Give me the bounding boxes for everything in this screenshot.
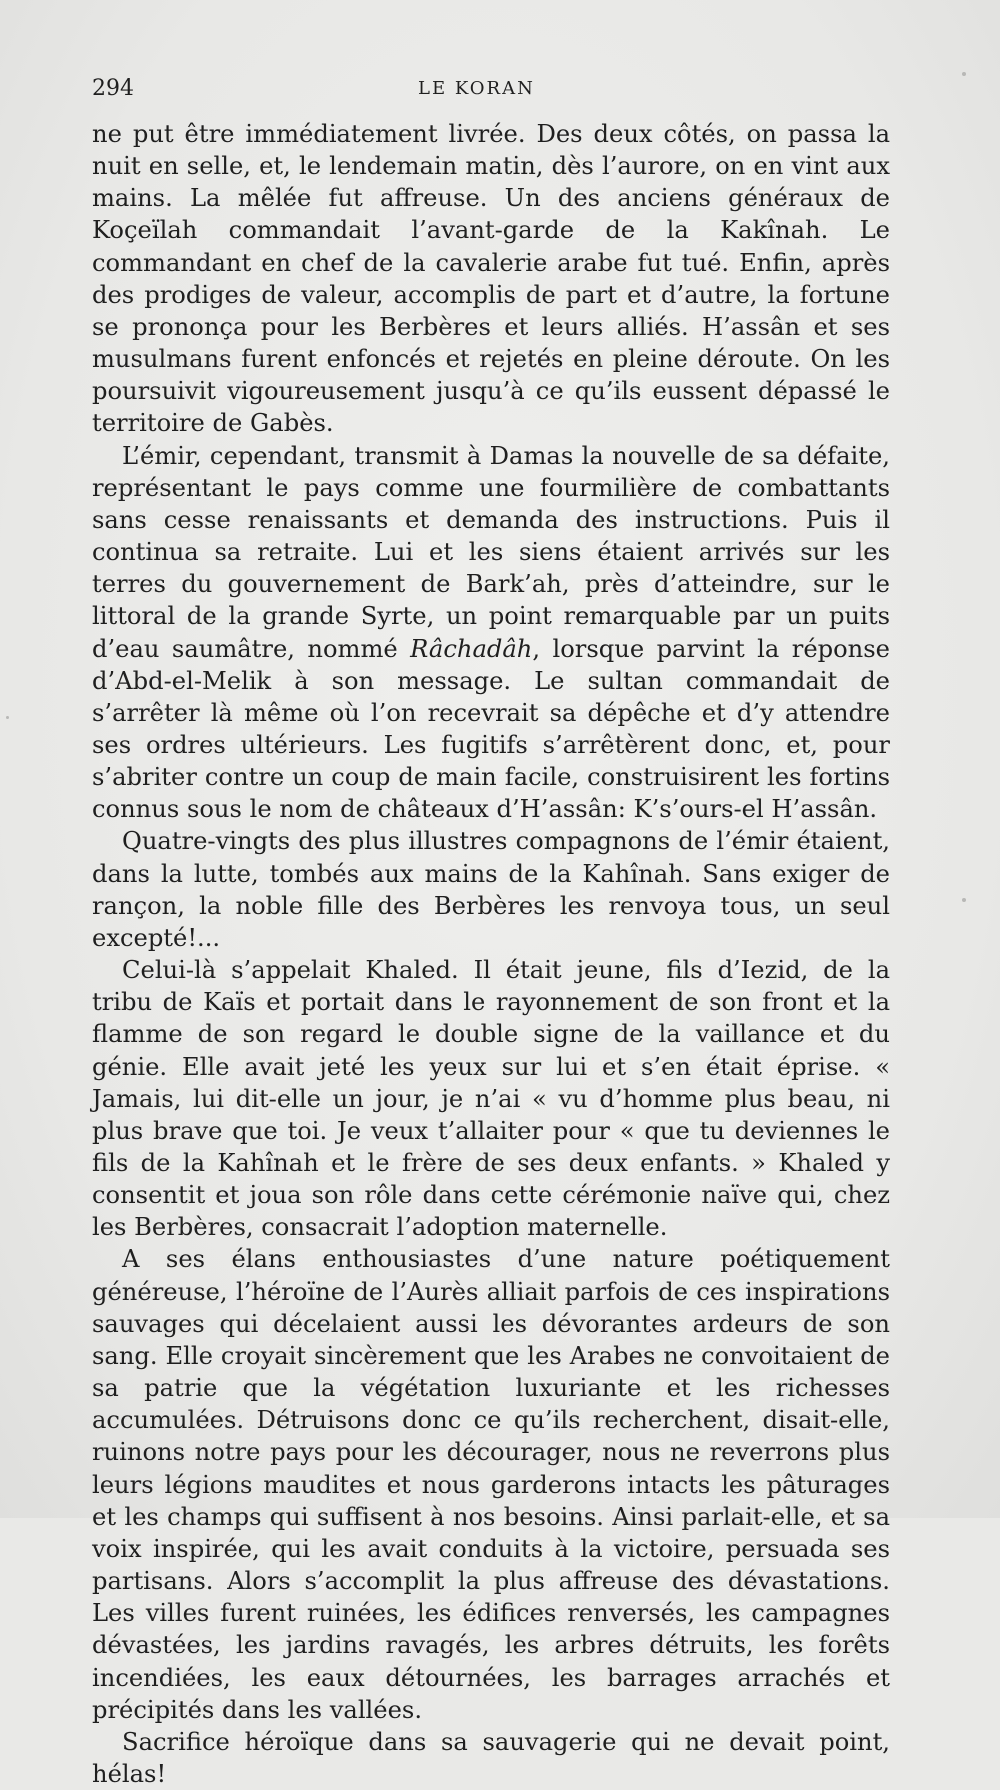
paragraph-1: ne put être immédiatement livrée. Des deux côtés, on passa la nuit en selle, et, le lendemain matin, dès l’aurore, on en vint aux mains. La mêlée fut affreuse. Un des anciens généraux de Koçeïlah commandait l’avant-garde de la Kakînah. Le commandant en chef de la cavalerie arabe fut tué. Enfin, après des prodiges de valeur, accomplis de part et d’autre, la fortune se prononça pour les Berbères et leurs alliés. H’assân et ses musulmans furent enfoncés et rejetés en pleine déroute. On les poursuivit vigoureusement jusqu’à ce qu’ils eussent dépassé le territoire de Gabès. [92, 120, 890, 438]
page-number: 294 [92, 76, 134, 101]
running-title: LE KORAN [418, 78, 535, 99]
paragraph-5: A ses élans enthousiastes d’une nature poétiquement généreuse, l’héroïne de l’Aurès alliait parfois de ces inspirations sauvages qui décelaient aussi les dévorantes ardeurs de son sang. Elle croyait sincèrement que les Arabes ne convoitaient de sa patrie que la végétation luxuriante et les richesses accumulées. Détruisons donc ce qu’ils recherchent, disait-elle, ruinons notre pays pour les décourager, nous ne reverrons plus leurs légions maudites et nous garderons intacts les pâturages et les champs qui suffisent à nos besoins. Ainsi parlait-elle, et sa voix inspirée, qui les avait conduits à la victoire, persuada ses partisans. Alors s’accomplit la plus affreuse des dévastations. Les villes furent ruinées, les édifices renversés, les campagnes dévastées, les jardins ravagés, les arbres détruits, les forêts incendiées, les eaux détournées, les barrages arrachés et précipités dans les vallées. [92, 1245, 890, 1724]
paragraph-6: Sacrifice héroïque dans sa sauvagerie qui ne devait point, hélas! [92, 1727, 890, 1788]
paper-speck [962, 72, 966, 76]
paper-speck [962, 898, 966, 902]
paper-speck [6, 716, 9, 719]
paragraph-2-part-2: , lorsque parvint la réponse d’Abd-el-Melik à son message. Le sultan commandait de s’arrêter là même où l’on recevrait sa dépêche et d’y attendre ses ordres ultérieurs. Les fugitifs s’arrêtèrent donc, et, pour s’abriter contre un coup de main facile, construisirent les fortins connus sous le nom de châteaux d’H’assân: K’s’ours-el H’assân. [92, 634, 890, 824]
paragraph-2 [92, 440, 890, 826]
paragraph-2-part-1: L’émir, cependant, transmit à Damas la nouvelle de sa défaite, représentant le pays comme une fourmilière de combattants sans cesse renaissants et demanda des instructions. Puis il continua sa retraite. Lui et les siens étaient arrivés sur les terres du gouvernement de Bark’ah, près d’atteindre, sur le littoral de la grande Syrte, un point remarquable par un puits d’eau saumâtre, nommé [92, 441, 890, 663]
paragraph-2-italic-name: Râchadâh [410, 634, 533, 663]
paragraph-4: Celui-là s’appelait Khaled. Il était jeune, fils d’Iezid, de la tribu de Kaïs et portait dans le rayonnement de son front et la flamme de son regard le double signe de la vaillance et du génie. Elle avait jeté les yeux sur lui et s’en était éprise. « Jamais, lui dit-elle un jour, je n’ai « vu d’homme plus beau, ni plus brave que toi. Je veux t’allaiter pour « que tu deviennes le fils de la Kahînah et le frère de ses deux enfants. » Khaled y consentit et joua son rôle dans cette cérémonie naïve qui, chez les Berbères, consacrait l’adoption maternelle. [92, 956, 890, 1242]
running-head [92, 76, 892, 106]
paragraph-3: Quatre-vingts des plus illustres compagnons de l’émir étaient, dans la lutte, tombés aux mains de la Kahînah. Sans exiger de rançon, la noble fille des Berbères les renvoya tous, un seul excepté!... [92, 827, 890, 952]
body-text [92, 118, 890, 1790]
